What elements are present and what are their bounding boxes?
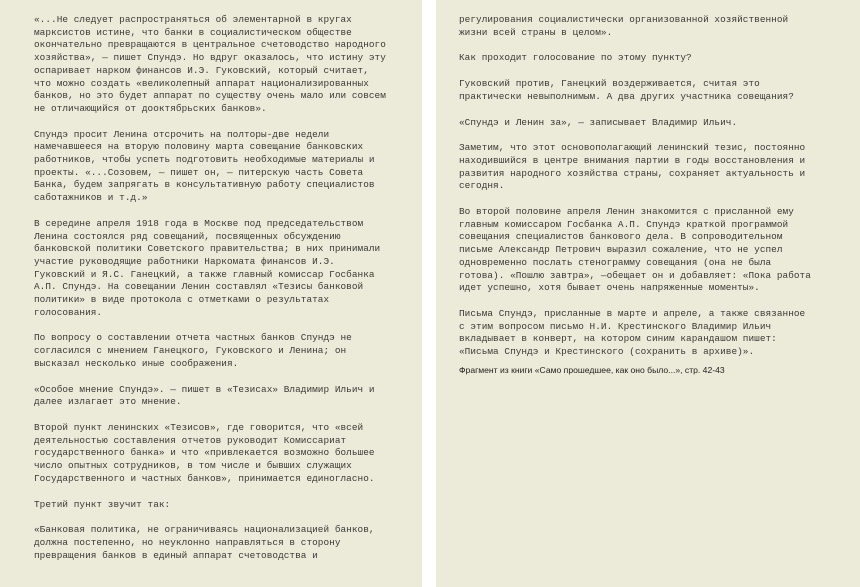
right-paragraph: регулирования социалистически организованной хозяйственной жизни всей страны в целом». (459, 14, 789, 38)
right-paragraph: Заметим, что этот основополагающий ленинский тезис, постоянно находившийся в центре внимания партии в годы восстановления и развития народного хозяйства страны, сохраняет актуальность и сегодня. (459, 142, 806, 192)
left-paragraph: «...Не следует распространяться об элементарной в кругах марксистов истине, что банки в социалистическом обществе окончательно превращаются в центральное счетоводство народного хозяйства», — пишет Спундэ. Но вдруг оказалось, что истину эту оспаривает нарком финансов И.Э. Гуковский, который считает, что можно создать «великолепный аппарат национализированных банков, но это будет аппарат по существу очень мало или совсем не отличающийся от дооктябрьских банков». (34, 14, 386, 114)
left-paragraph: «Банковая политика, не ограничиваясь национализацией банков, должна постепенно, но неуклонно направляться в сторону превращения банков в единый аппарат счетоводства и (34, 524, 375, 561)
left-paragraph: Второй пункт ленинских «Тезисов», где говорится, что «всей деятельностью составления отчетов руководит Комиссариат государственного банка» и что «привлекается возможно большее число опытных сотрудников, в том числе и бывших служащих Государственного и частных банков», принимается единогласно. (34, 421, 375, 484)
right-paragraph: Гуковский против, Ганецкий воздерживается, считая это практически невыполнимым. А два других участника совещания? (459, 78, 794, 102)
right-paragraph: Во второй половине апреля Ленин знакомится с присланной ему главным комиссаром Госбанка А.П. Спундэ краткой программой совещания специалистов банкового дела. В сопроводительном письме Александр Петрович выразил сожаление, что не успел одновременно послать стенограмму совещания (она не была готова). «Пошлю завтра», —обещает он и добавляет: «Пока работа идет успешно, хотя бывает очень напряженные моменты». (459, 206, 811, 294)
left-paragraph: По вопросу о составлении отчета частных банков Спундэ не согласился с мнением Ганецкого, Гуковского и Ленина; он высказал несколько иные соображения. (34, 332, 352, 369)
right-page (436, 0, 860, 587)
left-page (0, 0, 422, 587)
source-caption: Фрагмент из книги «Само прошедшее, как оно было...», стр. 42-43 (459, 364, 725, 375)
right-paragraph: Как проходит голосование по этому пункту? (459, 52, 692, 64)
left-paragraph: Третий пункт звучит так: (34, 498, 171, 510)
left-paragraph: Спундэ просит Ленина отсрочить на полторы-две недели намечавшееся на вторую половину марта совещание банковских работников, чтобы успеть подготовить необходимые материалы и проекты. «...Созовем, — пишет он, — питерскую часть Совета Банка, будем запрягать в консультативную работу специалистов саботажников и т.д.» (34, 128, 375, 204)
right-paragraph: Письма Спундэ, присланные в марте и апреле, а также связанное с этим вопросом письмо Н.И. Крестинского Владимир Ильич вкладывает в конверт, на котором синим карандашом пишет: «Письма Спундэ и Крестинского (сохранить в архиве)». (459, 307, 806, 358)
left-paragraph: В середине апреля 1918 года в Москве под председательством Ленина состоялся ряд совещаний, посвященных обсуждению банковской политики Советского правительства; в них принимали участие руководящие работники Наркомата финансов И.Э. Гуковский и Я.С. Ганецкий, а также главный комиссар Госбанка А.П. Спундэ. На совещании Ленин составлял «Тезисы банковой политики» в виде протокола с отметками о результатах голосования. (34, 217, 381, 318)
left-paragraph: «Особое мнение Спундэ». — пишет в «Тезисах» Владимир Ильич и далее излагает это мнение. (34, 383, 375, 408)
right-paragraph: «Спундэ и Ленин за», — записывает Владимир Ильич. (459, 116, 738, 128)
